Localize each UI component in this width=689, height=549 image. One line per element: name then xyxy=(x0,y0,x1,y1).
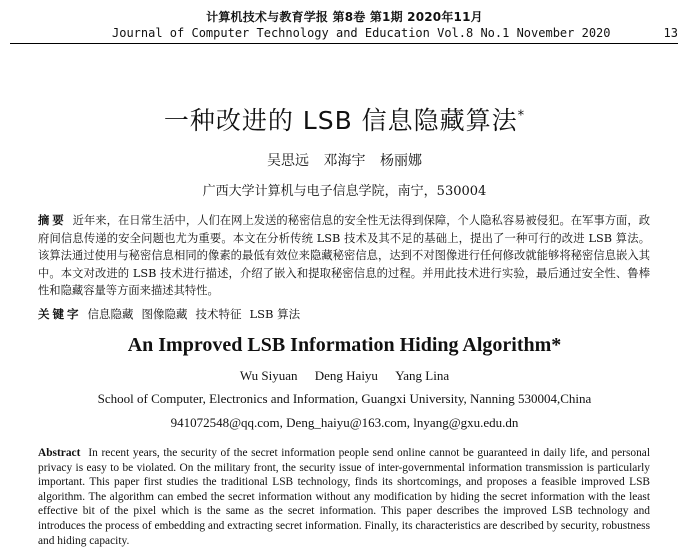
authors-en xyxy=(0,368,689,384)
abstract-cn-text: 近年来，在日常生活中，人们在网上发送的秘密信息的安全性无法得到保障，个人隐私容易被侵犯。在军事方面，政府间信息传递的安全问题也尤为重要。本文在分析传统 LSB 技术及其不足的基础上，提出了一种可行的改进 LSB 算法。该算法通过使用与秘密信息相同的像素的最低有效位来隐藏秘密信息，达到不对图像进行任何修改就能够将秘密信息嵌入其中。本文对改进的 LSB 技术进行描述，介绍了嵌入和提取秘密信息的过程。并用此技术进行实验，最后通过安全性、鲁棒性和隐藏容量等方面来描述其特性。 xyxy=(38,214,650,297)
paper-title-cn xyxy=(0,101,689,137)
author-emails: 941072548@qq.com, Deng_haiyu@163.com, lnyang@gxu.edu.dn xyxy=(170,415,519,430)
header-rule xyxy=(10,43,678,44)
paper-title-en: An Improved LSB Information Hiding Algorithm* xyxy=(127,334,562,356)
keywords-cn-label: 关键字 xyxy=(38,307,82,321)
abstract-en xyxy=(38,446,650,548)
page-number: 13 xyxy=(663,26,678,40)
affiliation-en: School of Computer, Electronics and Information, Guangxi University, Nanning 530004,China xyxy=(97,391,592,406)
keywords-cn xyxy=(38,306,650,322)
journal-header-cn: 计算机技术与教育学报 第8卷 第1期 2020年11月 xyxy=(206,10,483,24)
author-name: Deng Haiyu xyxy=(314,368,378,383)
abstract-en-text: In recent years, the security of the secret information people send online cannot be guaranteed in daily life, and personal privacy is easy to be violated. On the military front, the security issue of inter-governmental information transmission is particularly important. This paper first studies the traditional LSB technology, finds its shortcomings, and proposes a feasible improved LSB algorithm. The algorithm can embed the secret information without any modification by hiding the secret information with the least effective bit of the pixel which is the same as the secret information. This paper describes the improved LSB technology and introduces the process of embedding and extracting secret information. Finally, its characteristics are described by security, robustness and hiding capacity. xyxy=(38,447,650,547)
keyword-item: LSB 算法 xyxy=(249,307,301,321)
keyword-item: 图像隐藏 xyxy=(141,307,188,321)
keyword-item: 信息隐藏 xyxy=(87,307,134,321)
abstract-en-label: Abstract xyxy=(38,447,81,459)
author-name: Wu Siyuan xyxy=(239,368,298,383)
abstract-cn-label: 摘要 xyxy=(38,214,67,227)
paper-title-cn-text: 一种改进的 LSB 信息隐藏算法 xyxy=(163,106,518,135)
authors-cn: 吴思远 邓海宇 杨丽娜 xyxy=(267,153,422,169)
author-name: Yang Lina xyxy=(395,368,450,383)
title-footnote-mark: * xyxy=(517,108,526,124)
keyword-item: 技术特征 xyxy=(195,307,242,321)
abstract-cn xyxy=(38,212,650,300)
journal-header-en: Journal of Computer Technology and Education Vol.8 No.1 November 2020 xyxy=(112,26,611,40)
affiliation-cn: 广西大学计算机与电子信息学院，南宁，530004 xyxy=(202,184,487,199)
